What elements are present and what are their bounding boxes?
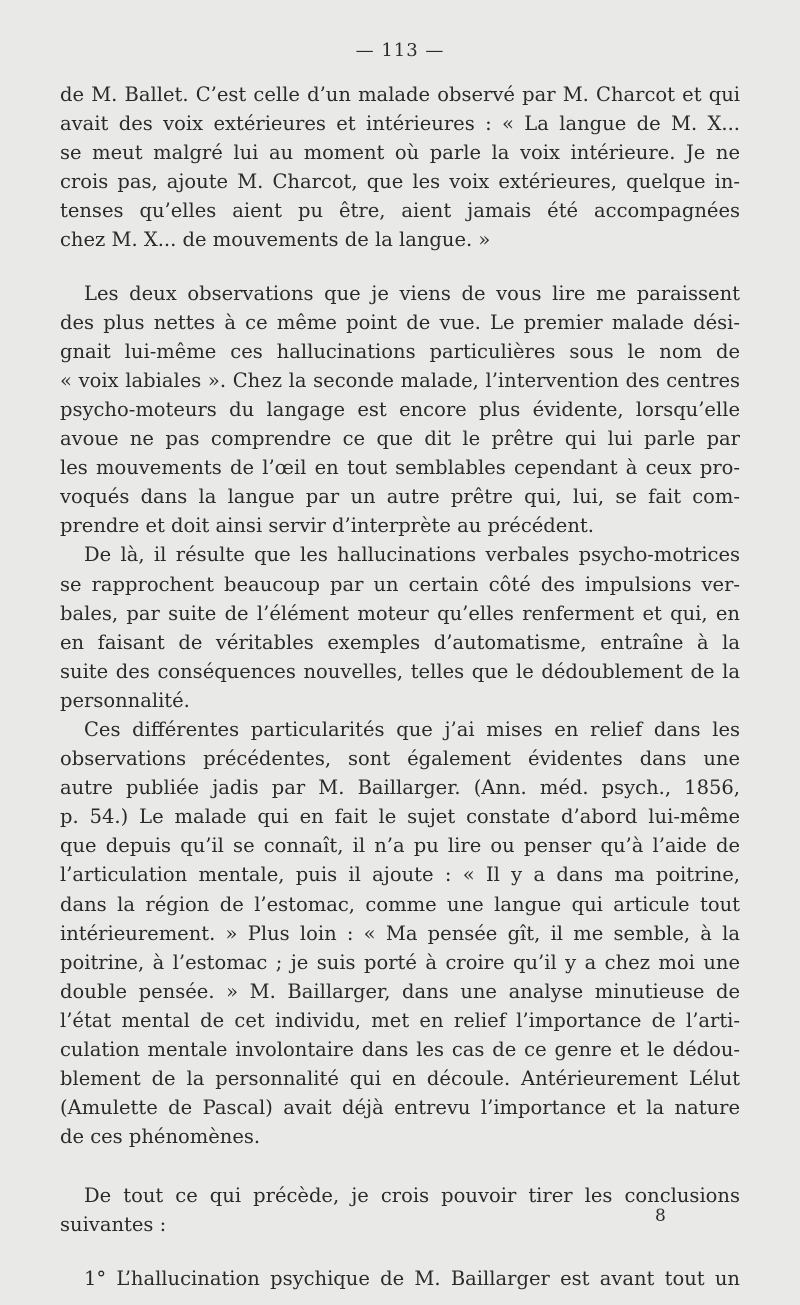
text-line: double pensée. » M. Baillarger, dans une analyse minutieuse de (60, 979, 740, 1003)
paragraph-4 (60, 715, 740, 1151)
text-line: culation mentale involontaire dans les cas de ce genre et le dédou- (60, 1038, 740, 1061)
paragraph-6 (60, 1264, 740, 1293)
text-line: dans la région de l’estomac, comme une langue qui articule tout (60, 892, 740, 916)
text-line: bales, par suite de l’élément moteur qu’elles renferment et qui, en (60, 601, 740, 625)
text-line: avoue ne pas comprendre ce que dit le prêtre qui lui parle par (60, 427, 740, 451)
paragraph-gap (60, 1151, 740, 1181)
paragraph-1 (60, 80, 740, 255)
text-line: De là, il résulte que les hallucinations verbales psycho-motrices (84, 543, 740, 567)
text-line: autre publiée jadis par M. Baillarger. (Ann. méd. psych., 1856, (60, 776, 740, 800)
text-line: l’état mental de cet individu, met en relief l’importance de l’arti- (60, 1008, 740, 1032)
text-line: poitrine, à l’estomac ; je suis porté à croire qu’il y a chez moi une (60, 950, 740, 974)
text-line: observations précédentes, sont également évidentes dans une (60, 747, 740, 771)
text-line: Les deux observations que je viens de vous lire me paraissent (84, 281, 740, 305)
text-line: crois pas, ajoute M. Charcot, que les voix extérieures, quelque in- (60, 170, 740, 194)
text-line: p. 54.) Le malade qui en fait le sujet constate d’abord lui-même (60, 805, 740, 829)
text-line: intérieurement. » Plus loin : « Ma pensée gît, il me semble, à la (60, 921, 740, 945)
text-line: chez M. X... de mouvements de la langue. » (60, 228, 491, 252)
text-line: des plus nettes à ce même point de vue. Le premier malade dési- (60, 310, 740, 334)
text-line: l’articulation mentale, puis il ajoute : « Il y a dans ma poitrine, (60, 863, 740, 887)
text-line: de ces phénomènes. (60, 1125, 261, 1149)
text-line: gnait lui-même ces hallucinations particulières sous le nom de (60, 339, 740, 363)
text-line: Ces différentes particularités que j’ai mises en relief dans les (84, 717, 740, 741)
body-text (60, 80, 740, 1293)
text-line: les mouvements de l’œil en tout semblables cependant à ceux pro- (60, 456, 740, 480)
paragraph-2 (60, 279, 740, 541)
text-line: suite des conséquences nouvelles, telles que le dédoublement de la (60, 659, 740, 683)
text-line: psycho-moteurs du langage est encore plus évidente, lorsqu’elle (60, 397, 740, 421)
text-line: (Amulette de Pascal) avait déjà entrevu l’importance et la nature (60, 1096, 740, 1120)
text-line: avait des voix extérieures et intérieures : « La langue de M. X... (60, 112, 740, 136)
text-line: blement de la personnalité qui en découle. Antérieurement Lélut (60, 1067, 740, 1091)
signature-mark: 8 (655, 1206, 666, 1226)
text-line: De tout ce qui précède, je crois pouvoir tirer les conclusions (84, 1184, 740, 1208)
page-number-header: — 113 — (355, 40, 445, 61)
text-line: prendre et doit ainsi servir d’interprète au précédent. (60, 514, 594, 538)
text-line: suivantes : (60, 1213, 167, 1237)
text-line: de M. Ballet. C’est celle d’un malade observé par M. Charcot et qui (60, 83, 740, 106)
paragraph-gap (60, 255, 740, 279)
text-line: voqués dans la langue par un autre prêtre qui, lui, se fait com- (60, 485, 740, 509)
paragraph-5 (60, 1181, 740, 1239)
paragraph-gap (60, 1240, 740, 1264)
text-line: en faisant de véritables exemples d’automatisme, entraîne à la (60, 630, 740, 654)
text-line: « voix labiales ». Chez la seconde malade, l’intervention des centres (60, 368, 740, 392)
text-line: se rapprochent beaucoup par un certain côté des impulsions ver- (60, 572, 740, 596)
text-line: 1° L’hallucination psychique de M. Baillarger est avant tout un (84, 1266, 740, 1290)
text-line: que depuis qu’il se connaît, il n’a pu lire ou penser qu’à l’aide de (60, 834, 740, 858)
text-line: tenses qu’elles aient pu être, aient jamais été accompagnées (60, 199, 740, 223)
text-line: se meut malgré lui au moment où parle la voix intérieure. Je ne (60, 141, 740, 165)
text-line: personnalité. (60, 688, 190, 712)
paragraph-3 (60, 540, 740, 715)
